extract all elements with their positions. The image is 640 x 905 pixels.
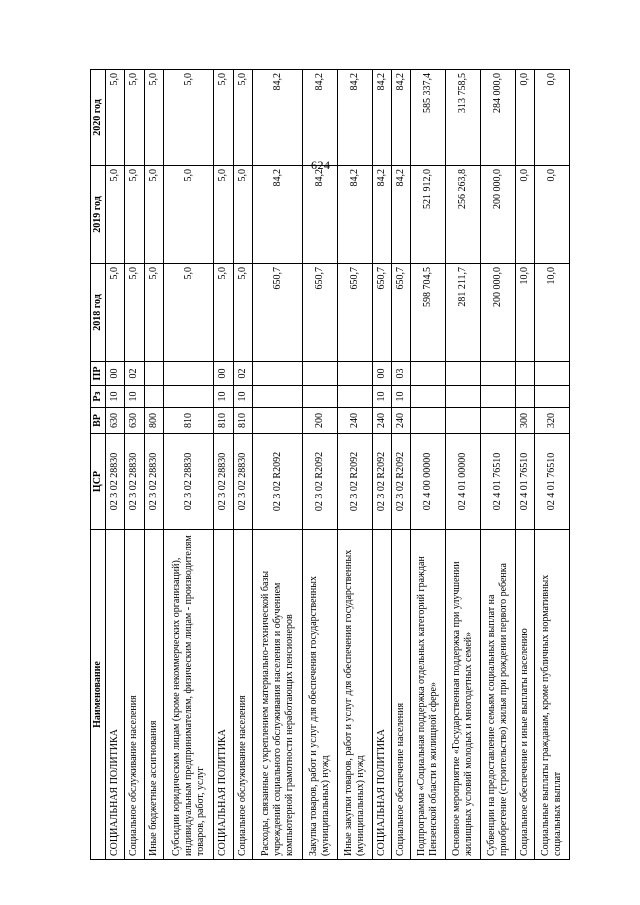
cell-2018: 650,7 <box>372 264 391 362</box>
cell-vr <box>411 408 446 434</box>
cell-name: СОЦИАЛЬНАЯ ПОЛИТИКА <box>372 530 391 860</box>
cell-rz <box>535 386 570 408</box>
cell-csr: 02 3 02 R2092 <box>392 434 411 530</box>
rotated-page-frame <box>90 70 570 860</box>
table-row <box>252 70 302 860</box>
cell-2018: 10,0 <box>515 264 534 362</box>
cell-vr: 810 <box>233 408 252 434</box>
cell-name: Закупка товаров, работ и услуг для обеспечения государственных (муниципальных) нужд <box>303 530 338 860</box>
header-rz: Рз <box>91 386 106 408</box>
cell-2018: 5,0 <box>233 264 252 362</box>
cell-pr: 00 <box>372 362 391 386</box>
cell-2020: 84,2 <box>252 70 302 166</box>
cell-vr: 240 <box>337 408 372 434</box>
cell-2020: 5,0 <box>144 70 163 166</box>
cell-name: Социальное обеспечение населения <box>392 530 411 860</box>
cell-pr <box>515 362 534 386</box>
cell-csr: 02 3 02 28830 <box>163 434 213 530</box>
cell-2020: 5,0 <box>125 70 144 166</box>
cell-2020: 84,2 <box>303 70 338 166</box>
cell-rz <box>252 386 302 408</box>
header-pr: ПР <box>91 362 106 386</box>
cell-name: Социальное обслуживание населения <box>233 530 252 860</box>
cell-name: Расходы, связанные с укреплением материально-технической базы учреждений социального обслуживания населения и обучением компьютерной грамотности неработающих пенсионеров <box>252 530 302 860</box>
cell-2018: 5,0 <box>214 264 233 362</box>
cell-pr <box>303 362 338 386</box>
cell-csr: 02 3 02 28830 <box>233 434 252 530</box>
cell-vr <box>446 408 481 434</box>
cell-pr: 03 <box>392 362 411 386</box>
budget-table <box>90 69 570 860</box>
table-row <box>411 70 446 860</box>
cell-2020: 5,0 <box>233 70 252 166</box>
cell-vr: 240 <box>392 408 411 434</box>
cell-2018: 5,0 <box>163 264 213 362</box>
cell-vr: 320 <box>535 408 570 434</box>
cell-2020: 84,2 <box>337 70 372 166</box>
cell-name: Подпрограмма «Социальная поддержка отдельных категорий граждан Пензенской области в жилищной сфере» <box>411 530 446 860</box>
table-row <box>515 70 534 860</box>
cell-pr <box>411 362 446 386</box>
cell-csr: 02 4 01 76510 <box>515 434 534 530</box>
cell-csr: 02 3 02 28830 <box>144 434 163 530</box>
cell-2018: 5,0 <box>125 264 144 362</box>
cell-rz: 10 <box>125 386 144 408</box>
cell-name: Иные бюджетные ассигнования <box>144 530 163 860</box>
cell-2019: 256 263,8 <box>446 166 481 264</box>
cell-2018: 200 000,0 <box>481 264 516 362</box>
cell-name: СОЦИАЛЬНАЯ ПОЛИТИКА <box>214 530 233 860</box>
cell-2019: 5,0 <box>125 166 144 264</box>
cell-pr <box>337 362 372 386</box>
cell-pr <box>481 362 516 386</box>
table-row <box>337 70 372 860</box>
cell-rz <box>303 386 338 408</box>
cell-2018: 650,7 <box>337 264 372 362</box>
cell-pr: 02 <box>125 362 144 386</box>
cell-2019: 5,0 <box>163 166 213 264</box>
cell-pr: 02 <box>233 362 252 386</box>
cell-2019: 84,2 <box>303 166 338 264</box>
cell-2019: 0,0 <box>515 166 534 264</box>
cell-csr: 02 3 02 R2092 <box>372 434 391 530</box>
cell-rz <box>411 386 446 408</box>
cell-csr: 02 3 02 28830 <box>125 434 144 530</box>
header-vr: ВР <box>91 408 106 434</box>
cell-rz <box>337 386 372 408</box>
cell-2019: 521 912,0 <box>411 166 446 264</box>
table-row <box>163 70 213 860</box>
cell-name: Социальное обеспечение и иные выплаты населению <box>515 530 534 860</box>
cell-rz <box>481 386 516 408</box>
cell-2019: 5,0 <box>233 166 252 264</box>
table-row <box>392 70 411 860</box>
cell-vr: 240 <box>372 408 391 434</box>
cell-name: СОЦИАЛЬНАЯ ПОЛИТИКА <box>106 530 125 860</box>
cell-vr <box>481 408 516 434</box>
cell-vr: 810 <box>214 408 233 434</box>
cell-csr: 02 3 02 28830 <box>214 434 233 530</box>
header-2020: 2020 год <box>91 70 106 166</box>
cell-2018: 281 211,7 <box>446 264 481 362</box>
cell-pr: 00 <box>214 362 233 386</box>
table-row <box>233 70 252 860</box>
cell-pr <box>144 362 163 386</box>
cell-2018: 5,0 <box>106 264 125 362</box>
cell-rz <box>446 386 481 408</box>
cell-rz: 10 <box>233 386 252 408</box>
cell-2020: 5,0 <box>214 70 233 166</box>
cell-rz <box>163 386 213 408</box>
cell-pr: 00 <box>106 362 125 386</box>
cell-name: Основное мероприятие «Государственная поддержка при улучшении жилищных условий молодых и многодетных семей» <box>446 530 481 860</box>
cell-2020: 84,2 <box>392 70 411 166</box>
budget-sheet <box>90 70 570 860</box>
table-row <box>481 70 516 860</box>
cell-2020: 585 337,4 <box>411 70 446 166</box>
cell-2019: 5,0 <box>106 166 125 264</box>
cell-pr <box>535 362 570 386</box>
cell-rz: 10 <box>372 386 391 408</box>
table-row <box>144 70 163 860</box>
cell-vr: 800 <box>144 408 163 434</box>
cell-2019: 200 000,0 <box>481 166 516 264</box>
header-2019: 2019 год <box>91 166 106 264</box>
cell-2020: 284 000,0 <box>481 70 516 166</box>
table-row <box>303 70 338 860</box>
cell-2019: 0,0 <box>535 166 570 264</box>
cell-csr: 02 3 02 R2092 <box>337 434 372 530</box>
cell-name: Социальное обслуживание населения <box>125 530 144 860</box>
cell-2018: 650,7 <box>252 264 302 362</box>
table-row <box>372 70 391 860</box>
cell-vr: 810 <box>163 408 213 434</box>
cell-rz <box>515 386 534 408</box>
cell-2020: 313 758,5 <box>446 70 481 166</box>
cell-name: Социальные выплаты гражданам, кроме публичных нормативных социальных выплат <box>535 530 570 860</box>
cell-name: Субвенции на предоставление семьям социальных выплат на приобретение (строительство) жилья при рождении первого ребенка <box>481 530 516 860</box>
cell-rz <box>144 386 163 408</box>
cell-vr: 200 <box>303 408 338 434</box>
cell-csr: 02 4 00 00000 <box>411 434 446 530</box>
cell-2019: 84,2 <box>252 166 302 264</box>
cell-2020: 84,2 <box>372 70 391 166</box>
cell-vr: 630 <box>125 408 144 434</box>
table-header-row <box>91 70 106 860</box>
cell-2019: 84,2 <box>372 166 391 264</box>
cell-csr: 02 4 01 76510 <box>535 434 570 530</box>
cell-2018: 650,7 <box>392 264 411 362</box>
cell-csr: 02 3 02 R2092 <box>303 434 338 530</box>
header-2018: 2018 год <box>91 264 106 362</box>
cell-2018: 5,0 <box>144 264 163 362</box>
page-number: 624 <box>311 158 331 172</box>
cell-vr <box>252 408 302 434</box>
cell-2018: 10,0 <box>535 264 570 362</box>
cell-pr <box>446 362 481 386</box>
cell-csr: 02 3 02 R2092 <box>252 434 302 530</box>
cell-name: Иные закупки товаров, работ и услуг для обеспечения государственных (муниципальных) нужд <box>337 530 372 860</box>
header-name: Наименование <box>91 530 106 860</box>
cell-rz: 10 <box>392 386 411 408</box>
table-row <box>125 70 144 860</box>
cell-name: Субсидии юридическим лицам (кроме некоммерческих организаций), индивидуальным предпринимателям, физическим лицам - производителям товаров, работ, услуг <box>163 530 213 860</box>
cell-2019: 84,2 <box>392 166 411 264</box>
cell-2020: 5,0 <box>106 70 125 166</box>
cell-vr: 630 <box>106 408 125 434</box>
cell-2019: 84,2 <box>337 166 372 264</box>
header-csr: ЦСР <box>91 434 106 530</box>
cell-2019: 5,0 <box>214 166 233 264</box>
cell-rz: 10 <box>214 386 233 408</box>
cell-rz: 10 <box>106 386 125 408</box>
cell-2019: 5,0 <box>144 166 163 264</box>
table-body <box>106 70 570 860</box>
cell-2020: 0,0 <box>535 70 570 166</box>
cell-2018: 598 704,5 <box>411 264 446 362</box>
table-row <box>446 70 481 860</box>
cell-csr: 02 3 02 28830 <box>106 434 125 530</box>
cell-pr <box>252 362 302 386</box>
cell-2020: 5,0 <box>163 70 213 166</box>
cell-vr: 300 <box>515 408 534 434</box>
cell-2020: 0,0 <box>515 70 534 166</box>
cell-pr <box>163 362 213 386</box>
table-row <box>535 70 570 860</box>
table-row <box>106 70 125 860</box>
cell-csr: 02 4 01 00000 <box>446 434 481 530</box>
cell-2018: 650,7 <box>303 264 338 362</box>
table-row <box>214 70 233 860</box>
cell-csr: 02 4 01 76510 <box>481 434 516 530</box>
